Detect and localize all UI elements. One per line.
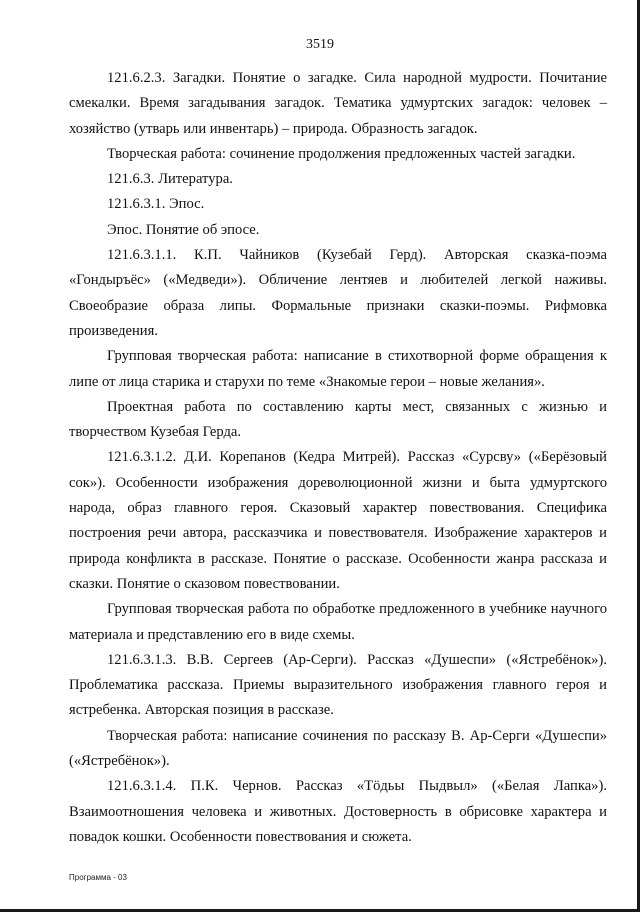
- paragraph-chernov: 121.6.3.1.4. П.К. Чернов. Рассказ «Тӧдьы Пыдвыл» («Белая Лапка»). Взаимоотношения человека и животных. Достоверность в обрисовке характера и повадок кошки. Особенности повествования и сюжета.: [69, 778, 607, 845]
- document-body: [69, 66, 607, 850]
- paragraph-sergeev: 121.6.3.1.3. В.В. Сергеев (Ар-Серги). Рассказ «Душеспи» («Ястребёнок»). Проблематика рассказа. Приемы выразительного изображения главного героя и ястребенка. Авторская позиция в рассказе.: [69, 651, 607, 719]
- paragraph-group-work-poem: Групповая творческая работа: написание в стихотворной форме обращения к липе от лица старика и старухи по теме «Знакомые герои – новые желания».: [69, 348, 607, 390]
- paragraph-group-work-scheme: Групповая творческая работа по обработке предложенного в учебнике научного материала и представлению его в виде схемы.: [69, 601, 607, 643]
- paragraph-epos-concept: Эпос. Понятие об эпосе.: [107, 221, 260, 238]
- paragraph-project-map: Проектная работа по составлению карты мест, связанных с жизнью и творчеством Кузебая Герда.: [69, 398, 607, 441]
- paragraph-riddles-creative-work: Творческая работа: сочинение продолжения предложенных частей загадки.: [107, 145, 576, 162]
- page-number: 3519: [306, 37, 334, 52]
- page-footer: Программа - 03: [69, 873, 127, 882]
- heading-literature: 121.6.3. Литература.: [107, 171, 233, 188]
- paragraph-riddles: 121.6.2.3. Загадки. Понятие о загадке. Сила народной мудрости. Почитание смекалки. Время загадывания загадок. Тематика удмуртских загадок: человек – хозяйство (утварь или инвентарь) – природа. Образность загадок.: [69, 70, 607, 137]
- paragraph-chaynikov: 121.6.3.1.1. К.П. Чайников (Кузебай Герд). Авторская сказка-поэма «Гондыръёс» («Медведи»). Обличение лентяев и любителей легкой наживы. Своеобразие образа липы. Формальные признаки сказки-поэмы. Рифмовка произведения.: [69, 247, 607, 339]
- heading-epos: 121.6.3.1. Эпос.: [107, 196, 205, 213]
- paragraph-korepanov: 121.6.3.1.2. Д.И. Корепанов (Кедра Митрей). Рассказ «Сурсву» («Берёзовый сок»). Особенности изображения дореволюционной жизни и быта удмуртского народа, образ главного героя. Сказовый характер повествования. Специфика построения речи автора, рассказчика и повествователя. Изображение характеров и природа конфликта в рассказе. Понятие о рассказе. Особенности жанра рассказа и сказки. Понятие о сказовом повествовании.: [69, 449, 607, 592]
- paragraph-essay-ar-sergi: Творческая работа: написание сочинения по рассказу В. Ар-Серги «Душеспи» («Ястребёнок»).: [69, 727, 607, 770]
